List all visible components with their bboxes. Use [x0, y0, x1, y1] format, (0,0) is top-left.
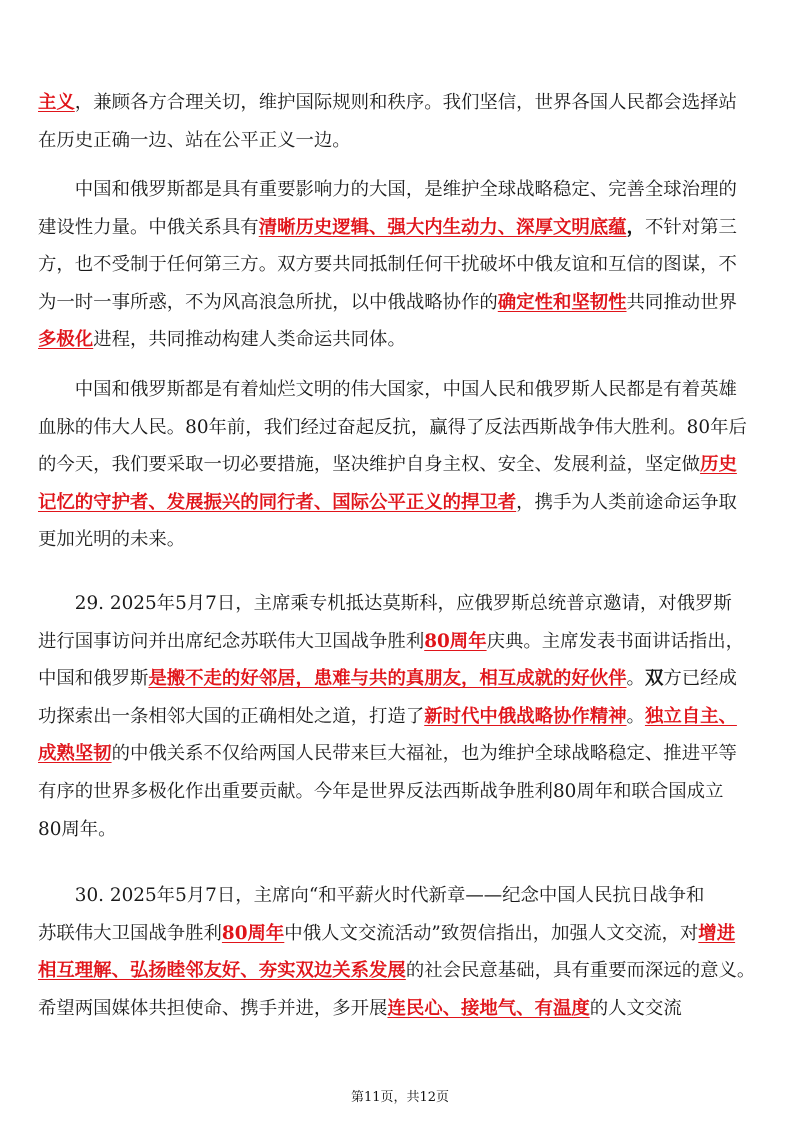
- body-text: ，兼顾各方合理关切，维护国际规则和秩序。我们坚信，世界各国人民都会选择站: [74, 92, 737, 113]
- highlighted-phrase: 独立自主、: [644, 705, 737, 727]
- text-line: [38, 773, 762, 811]
- highlighted-phrase: 相互理解、弘扬睦邻友好、夯实双边关系发展: [38, 960, 406, 982]
- highlighted-phrase: 成熟坚韧: [38, 743, 112, 765]
- paragraph-4: [38, 585, 762, 848]
- text-line: [38, 915, 762, 953]
- body-text: 中国和俄罗斯都是有着灿烂文明的伟大国家，中国人民和俄罗斯人民都是有着英雄: [38, 379, 737, 400]
- body-text: 的人文交流: [589, 997, 682, 1019]
- body-text: 苏联伟大卫国战争胜利: [38, 922, 222, 944]
- paragraph-2: [38, 171, 762, 359]
- bold-text: 双: [644, 668, 664, 690]
- body-text: 的今天，我们要采取一切必要措施，坚决维护自身主权、安全、发展利益，坚定做: [38, 454, 701, 476]
- highlighted-phrase: 是搬不走的好邻居，患难与共的真朋友，相互成就的好伙伴: [148, 668, 627, 690]
- paragraph-1: [38, 84, 762, 159]
- body-text: 建设性力量。中俄关系具有: [38, 216, 259, 238]
- text-line: [38, 209, 762, 247]
- highlighted-phrase: 确定性和坚韧性: [497, 291, 627, 313]
- text-line: [38, 284, 762, 322]
- paragraph-5: [38, 877, 762, 1027]
- text-line: [38, 698, 762, 736]
- highlighted-phrase: 主义: [38, 92, 75, 113]
- body-text: 中俄人文交流活动”致贺信指出，加强人文交流，对: [284, 922, 699, 944]
- text-line: [38, 484, 762, 522]
- bold-text: ，: [626, 216, 645, 238]
- highlighted-phrase: 80周年: [221, 922, 285, 944]
- body-text: 29. 2025年5月7日，主席乘专机抵达莫斯科，应俄罗斯总统普京邀请，对俄罗斯: [38, 593, 732, 614]
- body-text: 为一时一事所惑，不为风高浪急所扰，以中俄战略协作的: [38, 291, 498, 313]
- body-text: 。: [626, 668, 645, 690]
- highlighted-phrase: 清晰历史逻辑、强大内生动力、深厚文明底蕴: [258, 216, 627, 238]
- highlighted-phrase: 多极化: [38, 329, 94, 351]
- text-line: [38, 84, 762, 122]
- body-text: 。: [626, 705, 645, 727]
- highlighted-phrase: 连民心、接地气、有温度: [387, 997, 590, 1019]
- body-text: 的社会民意基础，具有重要而深远的意义。: [405, 960, 756, 982]
- body-text: 方已经成: [663, 668, 737, 690]
- body-text: 进程，共同推动构建人类命运共同体。: [93, 329, 406, 351]
- text-line: [38, 952, 762, 990]
- text-line: [38, 660, 762, 698]
- body-text: 在历史正确一边、站在公平正义一边。: [38, 129, 351, 151]
- text-line: [38, 585, 762, 623]
- text-line: [38, 811, 762, 849]
- text-line: [38, 171, 762, 209]
- highlighted-phrase: 增进: [698, 922, 736, 944]
- body-text: ，携手为人类前途命运争取: [516, 491, 737, 513]
- highlighted-phrase: 记忆的守护者、发展振兴的同行者、国际公平正义的捍卫者: [38, 491, 517, 513]
- body-text: 中国和俄罗斯都是具有重要影响力的大国，是维护全球战略稳定、完善全球治理的: [38, 179, 737, 200]
- body-text: 共同推动世界: [626, 291, 737, 313]
- text-line: [38, 246, 762, 284]
- text-line: [38, 321, 762, 359]
- body-text: 进行国事访问并出席纪念苏联伟大卫国战争胜利: [38, 630, 425, 652]
- body-text: 有序的世界多极化作出重要贡献。今年是世界反法西斯战争胜利80周年和联合国成立: [38, 780, 724, 802]
- body-text: 30. 2025年5月7日，主席向“和平薪火时代新章——纪念中国人民抗日战争和: [38, 885, 705, 906]
- text-line: [38, 623, 762, 661]
- text-line: [38, 371, 762, 409]
- body-text: 更加光明的未来。: [38, 529, 186, 551]
- text-line: [38, 409, 762, 447]
- text-line: [38, 122, 762, 160]
- body-text: 的中俄关系不仅给两国人民带来巨大福祉，也为维护全球战略稳定、推进平等: [111, 743, 737, 765]
- paragraph-3: [38, 371, 762, 559]
- page-footer: 第11页，共12页: [350, 1090, 450, 1105]
- body-text: 希望两国媒体共担使命、携手并进，多开展: [38, 997, 388, 1019]
- body-text: 中国和俄罗斯: [38, 668, 149, 690]
- body-text: 功探索出一条相邻大国的正确相处之道，打造了: [38, 705, 425, 727]
- text-line: [38, 735, 762, 773]
- text-line: [38, 446, 762, 484]
- text-line: [38, 877, 762, 915]
- body-text: 庆典。主席发表书面讲话指出，: [486, 630, 745, 652]
- text-line: [38, 990, 762, 1028]
- body-text: 血脉的伟大人民。80年前，我们经过奋起反抗，赢得了反法西斯战争伟大胜利。80年后: [38, 416, 747, 438]
- body-text: 不针对第三: [644, 216, 737, 238]
- highlighted-phrase: 80周年: [424, 630, 487, 652]
- text-line: [38, 521, 762, 559]
- body-text: 80周年。: [38, 818, 117, 840]
- highlighted-phrase: 新时代中俄战略协作精神: [424, 705, 627, 727]
- body-text: 方，也不受制于任何第三方。双方要共同抵制任何干扰破坏中俄友谊和互信的图谋，不: [38, 254, 737, 276]
- highlighted-phrase: 历史: [700, 454, 737, 476]
